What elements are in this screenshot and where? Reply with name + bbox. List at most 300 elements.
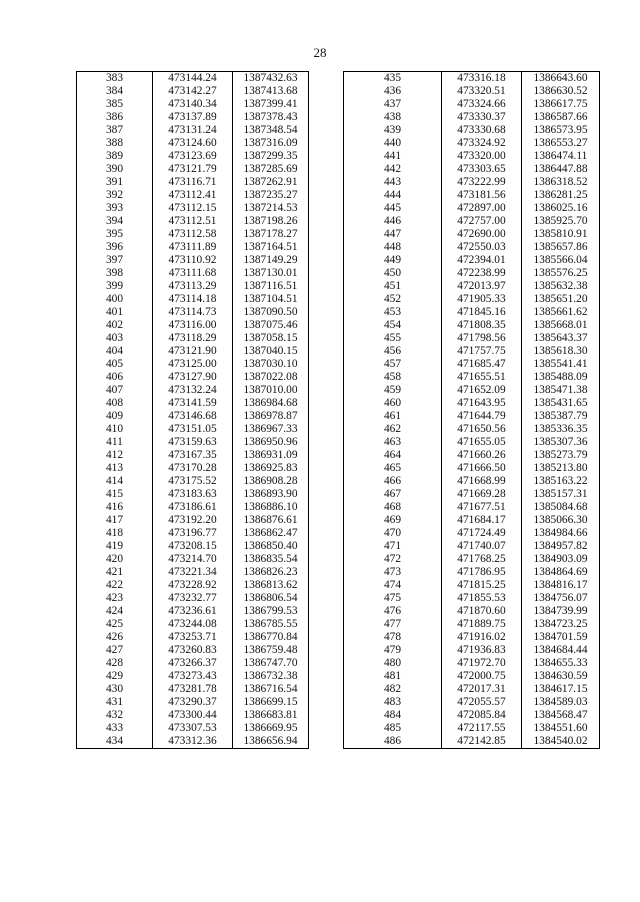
x-coordinate-cell: 473260.83 [153,644,233,657]
table-row [77,514,309,527]
y-coordinate-cell: 1386553.27 [522,137,600,150]
x-coordinate-cell: 473113.29 [153,280,233,293]
y-coordinate-cell: 1386835.54 [233,553,309,566]
y-coordinate-cell: 1386573.95 [522,124,600,137]
point-number-cell: 419 [77,540,153,553]
point-number-cell: 444 [344,189,442,202]
x-coordinate-cell: 473312.36 [153,735,233,749]
table-row [77,306,309,319]
point-number-cell: 465 [344,462,442,475]
x-coordinate-cell: 471740.07 [442,540,522,553]
table-row [344,124,600,137]
table-row [344,553,600,566]
x-coordinate-cell: 471786.95 [442,566,522,579]
x-coordinate-cell: 471668.99 [442,475,522,488]
y-coordinate-cell: 1385157.31 [522,488,600,501]
table-row [344,644,600,657]
y-coordinate-cell: 1386925.83 [233,462,309,475]
y-coordinate-cell: 1385471.38 [522,384,600,397]
point-number-cell: 467 [344,488,442,501]
point-number-cell: 446 [344,215,442,228]
table-row [344,345,600,358]
table-row [344,163,600,176]
y-coordinate-cell: 1387058.15 [233,332,309,345]
x-coordinate-cell: 473114.73 [153,306,233,319]
point-number-cell: 426 [77,631,153,644]
x-coordinate-cell: 471815.25 [442,579,522,592]
table-row [344,631,600,644]
x-coordinate-cell: 471724.49 [442,527,522,540]
point-number-cell: 435 [344,72,442,86]
y-coordinate-cell: 1385661.62 [522,306,600,319]
table-body-right [344,72,600,749]
y-coordinate-cell: 1386978.87 [233,410,309,423]
point-number-cell: 384 [77,85,153,98]
x-coordinate-cell: 472085.84 [442,709,522,722]
point-number-cell: 468 [344,501,442,514]
y-coordinate-cell: 1386318.52 [522,176,600,189]
point-number-cell: 412 [77,449,153,462]
y-coordinate-cell: 1384655.33 [522,657,600,670]
y-coordinate-cell: 1387214.53 [233,202,309,215]
point-number-cell: 442 [344,163,442,176]
x-coordinate-cell: 473159.63 [153,436,233,449]
point-number-cell: 405 [77,358,153,371]
table-row [344,267,600,280]
x-coordinate-cell: 473112.51 [153,215,233,228]
y-coordinate-cell: 1386699.15 [233,696,309,709]
x-coordinate-cell: 471655.05 [442,436,522,449]
point-number-cell: 401 [77,306,153,319]
point-number-cell: 434 [77,735,153,749]
y-coordinate-cell: 1386683.81 [233,709,309,722]
point-number-cell: 430 [77,683,153,696]
table-row [77,618,309,631]
table-row [77,384,309,397]
y-coordinate-cell: 1384723.25 [522,618,600,631]
table-row [344,657,600,670]
y-coordinate-cell: 1386931.09 [233,449,309,462]
x-coordinate-cell: 473111.89 [153,241,233,254]
y-coordinate-cell: 1385566.04 [522,254,600,267]
x-coordinate-cell: 473320.00 [442,150,522,163]
point-number-cell: 482 [344,683,442,696]
y-coordinate-cell: 1385651.20 [522,293,600,306]
table-row [77,137,309,150]
x-coordinate-cell: 473116.71 [153,176,233,189]
point-number-cell: 449 [344,254,442,267]
x-coordinate-cell: 471655.51 [442,371,522,384]
table-row [77,293,309,306]
x-coordinate-cell: 473175.52 [153,475,233,488]
x-coordinate-cell: 471652.09 [442,384,522,397]
point-number-cell: 476 [344,605,442,618]
table-row [77,176,309,189]
table-row [344,228,600,241]
table-row [344,540,600,553]
y-coordinate-cell: 1386785.55 [233,618,309,631]
point-number-cell: 478 [344,631,442,644]
y-coordinate-cell: 1387022.08 [233,371,309,384]
x-coordinate-cell: 473208.15 [153,540,233,553]
x-coordinate-cell: 471643.95 [442,397,522,410]
x-coordinate-cell: 473137.89 [153,111,233,124]
point-number-cell: 429 [77,670,153,683]
table-row [344,605,600,618]
x-coordinate-cell: 471798.56 [442,332,522,345]
point-number-cell: 417 [77,514,153,527]
point-number-cell: 432 [77,709,153,722]
point-number-cell: 423 [77,592,153,605]
x-coordinate-cell: 471644.79 [442,410,522,423]
point-number-cell: 383 [77,72,153,86]
point-number-cell: 470 [344,527,442,540]
x-coordinate-cell: 473127.90 [153,371,233,384]
table-row [77,631,309,644]
x-coordinate-cell: 471650.56 [442,423,522,436]
x-coordinate-cell: 473244.08 [153,618,233,631]
table-row [77,696,309,709]
table-row [77,475,309,488]
table-row [344,72,600,86]
x-coordinate-cell: 473307.53 [153,722,233,735]
x-coordinate-cell: 473167.35 [153,449,233,462]
point-number-cell: 422 [77,579,153,592]
y-coordinate-cell: 1387432.63 [233,72,309,86]
table-row [77,228,309,241]
point-number-cell: 437 [344,98,442,111]
x-coordinate-cell: 471916.02 [442,631,522,644]
x-coordinate-cell: 473330.68 [442,124,522,137]
table-row [77,553,309,566]
y-coordinate-cell: 1386826.23 [233,566,309,579]
table-row [77,163,309,176]
point-number-cell: 459 [344,384,442,397]
table-row [77,709,309,722]
y-coordinate-cell: 1384864.69 [522,566,600,579]
point-number-cell: 406 [77,371,153,384]
table-row [77,644,309,657]
point-number-cell: 410 [77,423,153,436]
x-coordinate-cell: 473144.24 [153,72,233,86]
table-row [77,592,309,605]
y-coordinate-cell: 1385541.41 [522,358,600,371]
y-coordinate-cell: 1387235.27 [233,189,309,202]
table-row [344,319,600,332]
x-coordinate-cell: 473116.00 [153,319,233,332]
point-number-cell: 445 [344,202,442,215]
y-coordinate-cell: 1387316.09 [233,137,309,150]
x-coordinate-cell: 473170.28 [153,462,233,475]
x-coordinate-cell: 473121.90 [153,345,233,358]
table-row [77,254,309,267]
y-coordinate-cell: 1385307.36 [522,436,600,449]
table-row [344,696,600,709]
point-number-cell: 433 [77,722,153,735]
y-coordinate-cell: 1386447.88 [522,163,600,176]
table-row [344,423,600,436]
y-coordinate-cell: 1387130.01 [233,267,309,280]
point-number-cell: 453 [344,306,442,319]
point-number-cell: 409 [77,410,153,423]
table-row [344,397,600,410]
table-row [77,397,309,410]
point-number-cell: 428 [77,657,153,670]
point-number-cell: 400 [77,293,153,306]
x-coordinate-cell: 473124.60 [153,137,233,150]
x-coordinate-cell: 473253.71 [153,631,233,644]
table-row [77,449,309,462]
table-row [344,150,600,163]
x-coordinate-cell: 473316.18 [442,72,522,86]
y-coordinate-cell: 1387149.29 [233,254,309,267]
y-coordinate-cell: 1386770.84 [233,631,309,644]
table-row [77,358,309,371]
y-coordinate-cell: 1385576.25 [522,267,600,280]
point-number-cell: 466 [344,475,442,488]
y-coordinate-cell: 1384739.99 [522,605,600,618]
point-number-cell: 438 [344,111,442,124]
x-coordinate-cell: 472000.75 [442,670,522,683]
x-coordinate-cell: 471685.47 [442,358,522,371]
x-coordinate-cell: 471768.25 [442,553,522,566]
x-coordinate-cell: 473196.77 [153,527,233,540]
table-row [344,436,600,449]
x-coordinate-cell: 471669.28 [442,488,522,501]
y-coordinate-cell: 1385810.91 [522,228,600,241]
point-number-cell: 416 [77,501,153,514]
table-row [77,735,309,749]
x-coordinate-cell: 473290.37 [153,696,233,709]
point-number-cell: 448 [344,241,442,254]
point-number-cell: 454 [344,319,442,332]
point-number-cell: 424 [77,605,153,618]
x-coordinate-cell: 472690.00 [442,228,522,241]
point-number-cell: 385 [77,98,153,111]
y-coordinate-cell: 1386587.66 [522,111,600,124]
table-body-left [77,72,309,749]
point-number-cell: 486 [344,735,442,749]
y-coordinate-cell: 1386876.61 [233,514,309,527]
table-row [344,722,600,735]
table-row [344,293,600,306]
point-number-cell: 407 [77,384,153,397]
y-coordinate-cell: 1386474.11 [522,150,600,163]
table-row [77,670,309,683]
point-number-cell: 483 [344,696,442,709]
y-coordinate-cell: 1384568.47 [522,709,600,722]
y-coordinate-cell: 1385925.70 [522,215,600,228]
y-coordinate-cell: 1386886.10 [233,501,309,514]
x-coordinate-cell: 472757.00 [442,215,522,228]
y-coordinate-cell: 1386630.52 [522,85,600,98]
y-coordinate-cell: 1387198.26 [233,215,309,228]
y-coordinate-cell: 1386893.90 [233,488,309,501]
x-coordinate-cell: 472550.03 [442,241,522,254]
y-coordinate-cell: 1387075.46 [233,319,309,332]
table-row [344,449,600,462]
x-coordinate-cell: 473131.24 [153,124,233,137]
table-row [344,137,600,150]
table-row [77,423,309,436]
y-coordinate-cell: 1384816.17 [522,579,600,592]
table-row [77,683,309,696]
y-coordinate-cell: 1385668.01 [522,319,600,332]
x-coordinate-cell: 473324.66 [442,98,522,111]
table-row [344,85,600,98]
y-coordinate-cell: 1386967.33 [233,423,309,436]
x-coordinate-cell: 472897.00 [442,202,522,215]
table-row [77,527,309,540]
table-row [344,254,600,267]
x-coordinate-cell: 473141.59 [153,397,233,410]
point-number-cell: 391 [77,176,153,189]
y-coordinate-cell: 1386716.54 [233,683,309,696]
y-coordinate-cell: 1385431.65 [522,397,600,410]
x-coordinate-cell: 471870.60 [442,605,522,618]
point-number-cell: 441 [344,150,442,163]
x-coordinate-cell: 471808.35 [442,319,522,332]
table-row [344,514,600,527]
y-coordinate-cell: 1385336.35 [522,423,600,436]
x-coordinate-cell: 472394.01 [442,254,522,267]
y-coordinate-cell: 1386806.54 [233,592,309,605]
table-row [77,150,309,163]
point-number-cell: 463 [344,436,442,449]
x-coordinate-cell: 473232.77 [153,592,233,605]
y-coordinate-cell: 1384756.07 [522,592,600,605]
x-coordinate-cell: 473183.63 [153,488,233,501]
point-number-cell: 413 [77,462,153,475]
y-coordinate-cell: 1386025.16 [522,202,600,215]
table-row [77,85,309,98]
y-coordinate-cell: 1387285.69 [233,163,309,176]
table-row [77,436,309,449]
point-number-cell: 404 [77,345,153,358]
point-number-cell: 456 [344,345,442,358]
x-coordinate-cell: 472238.99 [442,267,522,280]
table-row [77,410,309,423]
x-coordinate-cell: 471845.16 [442,306,522,319]
x-coordinate-cell: 471684.17 [442,514,522,527]
point-number-cell: 402 [77,319,153,332]
point-number-cell: 395 [77,228,153,241]
point-number-cell: 474 [344,579,442,592]
y-coordinate-cell: 1387348.54 [233,124,309,137]
y-coordinate-cell: 1387030.10 [233,358,309,371]
y-coordinate-cell: 1385488.09 [522,371,600,384]
y-coordinate-cell: 1384589.03 [522,696,600,709]
y-coordinate-cell: 1386984.68 [233,397,309,410]
y-coordinate-cell: 1386850.40 [233,540,309,553]
x-coordinate-cell: 472117.55 [442,722,522,735]
y-coordinate-cell: 1386799.53 [233,605,309,618]
table-row [344,670,600,683]
point-number-cell: 387 [77,124,153,137]
point-number-cell: 408 [77,397,153,410]
point-number-cell: 471 [344,540,442,553]
point-number-cell: 452 [344,293,442,306]
table-row [77,540,309,553]
y-coordinate-cell: 1386669.95 [233,722,309,735]
table-row [344,280,600,293]
point-number-cell: 421 [77,566,153,579]
point-number-cell: 420 [77,553,153,566]
x-coordinate-cell: 471905.33 [442,293,522,306]
y-coordinate-cell: 1387178.27 [233,228,309,241]
x-coordinate-cell: 473118.29 [153,332,233,345]
table-row [77,566,309,579]
x-coordinate-cell: 472017.31 [442,683,522,696]
table-row [77,241,309,254]
table-row [344,371,600,384]
point-number-cell: 398 [77,267,153,280]
y-coordinate-cell: 1384684.44 [522,644,600,657]
y-coordinate-cell: 1387378.43 [233,111,309,124]
y-coordinate-cell: 1386759.48 [233,644,309,657]
x-coordinate-cell: 472055.57 [442,696,522,709]
y-coordinate-cell: 1387090.50 [233,306,309,319]
x-coordinate-cell: 472013.97 [442,280,522,293]
y-coordinate-cell: 1386732.38 [233,670,309,683]
table-row [77,579,309,592]
table-row [77,267,309,280]
x-coordinate-cell: 473330.37 [442,111,522,124]
point-number-cell: 399 [77,280,153,293]
point-number-cell: 460 [344,397,442,410]
point-number-cell: 479 [344,644,442,657]
table-row [77,462,309,475]
x-coordinate-cell: 471936.83 [442,644,522,657]
table-row [77,332,309,345]
table-row [344,410,600,423]
table-row [344,592,600,605]
y-coordinate-cell: 1386813.62 [233,579,309,592]
y-coordinate-cell: 1386950.96 [233,436,309,449]
table-row [344,176,600,189]
y-coordinate-cell: 1385643.37 [522,332,600,345]
x-coordinate-cell: 473112.58 [153,228,233,241]
x-coordinate-cell: 473192.20 [153,514,233,527]
table-row [77,501,309,514]
point-number-cell: 485 [344,722,442,735]
table-row [344,202,600,215]
table-row [77,319,309,332]
table-row [77,189,309,202]
table-row [344,709,600,722]
table-row [344,527,600,540]
point-number-cell: 427 [77,644,153,657]
point-number-cell: 392 [77,189,153,202]
x-coordinate-cell: 471660.26 [442,449,522,462]
y-coordinate-cell: 1387104.51 [233,293,309,306]
x-coordinate-cell: 473300.44 [153,709,233,722]
table-row [77,605,309,618]
x-coordinate-cell: 473222.99 [442,176,522,189]
point-number-cell: 397 [77,254,153,267]
table-row [344,618,600,631]
point-number-cell: 418 [77,527,153,540]
point-number-cell: 473 [344,566,442,579]
y-coordinate-cell: 1386643.60 [522,72,600,86]
y-coordinate-cell: 1385632.38 [522,280,600,293]
table-row [344,488,600,501]
point-number-cell: 451 [344,280,442,293]
y-coordinate-cell: 1387116.51 [233,280,309,293]
y-coordinate-cell: 1385066.30 [522,514,600,527]
x-coordinate-cell: 473221.34 [153,566,233,579]
point-number-cell: 431 [77,696,153,709]
